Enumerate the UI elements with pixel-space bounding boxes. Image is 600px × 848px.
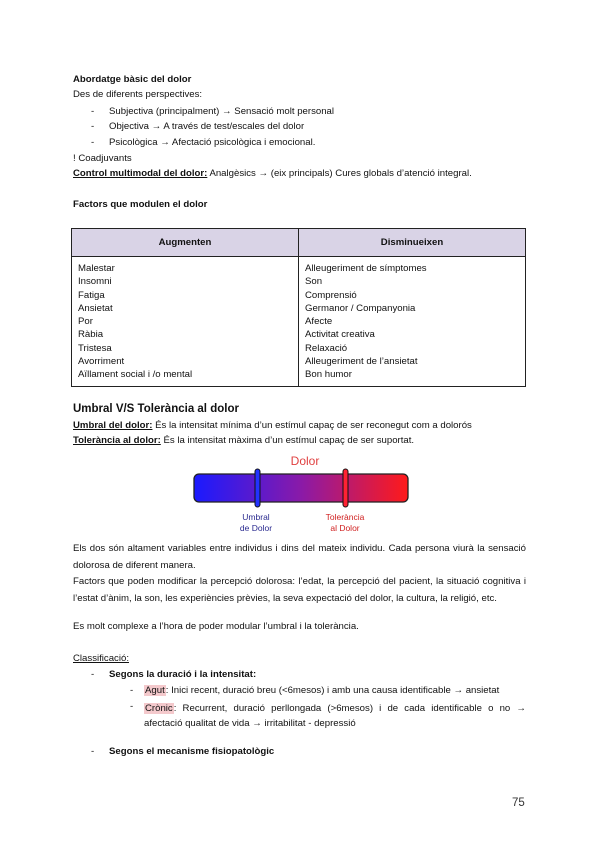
cronic-label: Crònic [145, 703, 173, 714]
table-cell: Bon humor [305, 369, 352, 381]
paragraph-complex: Es molt complexe a l’hora de poder modular l’umbral i la tolerància. [73, 621, 359, 632]
table-cell: Activitat creativa [305, 329, 375, 341]
column-augmenten [72, 257, 299, 387]
agut-line [144, 685, 499, 697]
table-cell: Son [305, 276, 323, 288]
diagram-title: Dolor [290, 454, 320, 468]
tolerancia-label: Tolerància al dolor: [73, 435, 161, 446]
bullet-dash: - [91, 137, 95, 148]
bullet-dash: - [130, 701, 134, 712]
table-cell: Comprensió [305, 289, 357, 301]
table-cell: Ràbia [78, 329, 104, 341]
table-cell: Alleugeriment de símptomes [305, 263, 427, 274]
list-item: Objectiva → A través de test/escales del dolor [109, 121, 305, 132]
bullet-dash: - [91, 121, 95, 132]
agut-text: : Inici recent, duració breu (<6mesos) i amb una causa identificable → ansietat [165, 685, 500, 696]
column-disminueixen [299, 257, 526, 387]
tolerancia-diagram-label-1: Tolerància [325, 512, 365, 522]
bullet-dash: - [130, 685, 134, 696]
table-cell: Ansietat [78, 302, 113, 314]
pain-gradient-bar [194, 474, 408, 502]
control-text: Analgèsics → (eix principals) Cures globals d’atenció integral. [207, 168, 472, 179]
list-item: Subjectiva (principalment) → Sensació molt personal [109, 106, 335, 117]
tolerancia-definition [73, 435, 414, 447]
bullet-dash: - [91, 746, 95, 757]
tolerancia-diagram-label-2: al Dolor [330, 523, 360, 533]
table-cell: Avorriment [78, 356, 125, 368]
classificacio-item-duracio: Segons la duració i la intensitat: [109, 669, 257, 680]
umbral-diagram-label-1: Umbral [242, 512, 270, 522]
umbral-label: Umbral del dolor: [73, 420, 153, 431]
control-line [73, 168, 472, 180]
tolerancia-text: És la intensitat màxima d’un estímul capaç de ser suportat. [160, 435, 415, 446]
control-label: Control multimodal del dolor: [73, 168, 208, 179]
pain-bar-svg [190, 452, 412, 540]
agut-label: Agut [145, 685, 165, 696]
paragraph-factors: Factors que poden modificar la percepció dolorosa: l’edat, la percepció del pacient, la situació cognitiva i l’estat d’ànim, la son, les experiències prèvies, la seva expectació del dolor, la cultura, la religió, etc. [73, 576, 526, 604]
cronic-line [144, 701, 526, 731]
factors-title: Factors que modulen el dolor [73, 199, 208, 210]
tolerancia-marker [343, 469, 348, 507]
factors-table [71, 228, 526, 387]
table-cell: Aïllament social i /o mental [78, 369, 193, 381]
table-cell: Alleugeriment de l’ansietat [305, 356, 418, 368]
umbral-definition [73, 420, 472, 432]
section-title-abordatge: Abordatge bàsic del dolor [73, 74, 192, 85]
table-cell: Tristesa [78, 342, 112, 354]
paragraph-variability: Els dos són altament variables entre individus i dins del mateix individu. Cada persona viurà la sensació dolorosa de diferent manera. [73, 543, 526, 571]
intro-text: Des de diferents perspectives: [73, 89, 203, 100]
table-cell: Afecte [305, 316, 333, 328]
classificacio-item-mecanisme: Segons el mecanisme fisiopatològic [109, 746, 275, 757]
table-cell: Insomni [78, 276, 112, 288]
table-cell: Fatiga [78, 289, 105, 301]
umbral-marker [255, 469, 260, 507]
note-text: ! Coadjuvants [73, 153, 132, 164]
umbral-title: Umbral V/S Tolerància al dolor [73, 403, 239, 415]
table-cell: Germanor / Companyonia [305, 302, 416, 314]
classificacio-title: Classificació: [73, 653, 129, 664]
header-augmenten: Augmenten [72, 229, 299, 257]
bullet-dash: - [91, 106, 95, 117]
table-cell: Malestar [78, 263, 115, 274]
umbral-text: És la intensitat mínima d’un estímul capaç de ser reconegut com a dolorós [152, 420, 472, 431]
list-item: Psicològica → Afectació psicològica i emocional. [109, 137, 316, 148]
umbral-diagram-label-2: de Dolor [239, 523, 273, 533]
page-number: 75 [512, 797, 525, 809]
bullet-dash: - [91, 669, 95, 680]
pain-threshold-diagram [190, 452, 412, 540]
header-disminueixen: Disminueixen [299, 229, 526, 257]
table-cell: Por [78, 316, 93, 328]
table-cell: Relaxació [305, 342, 348, 354]
cronic-text: : Recurrent, duració perllongada (>6mesos) i de cada identificable o no → afectació qualitat de vida → irritabilitat - depressió [144, 703, 526, 729]
